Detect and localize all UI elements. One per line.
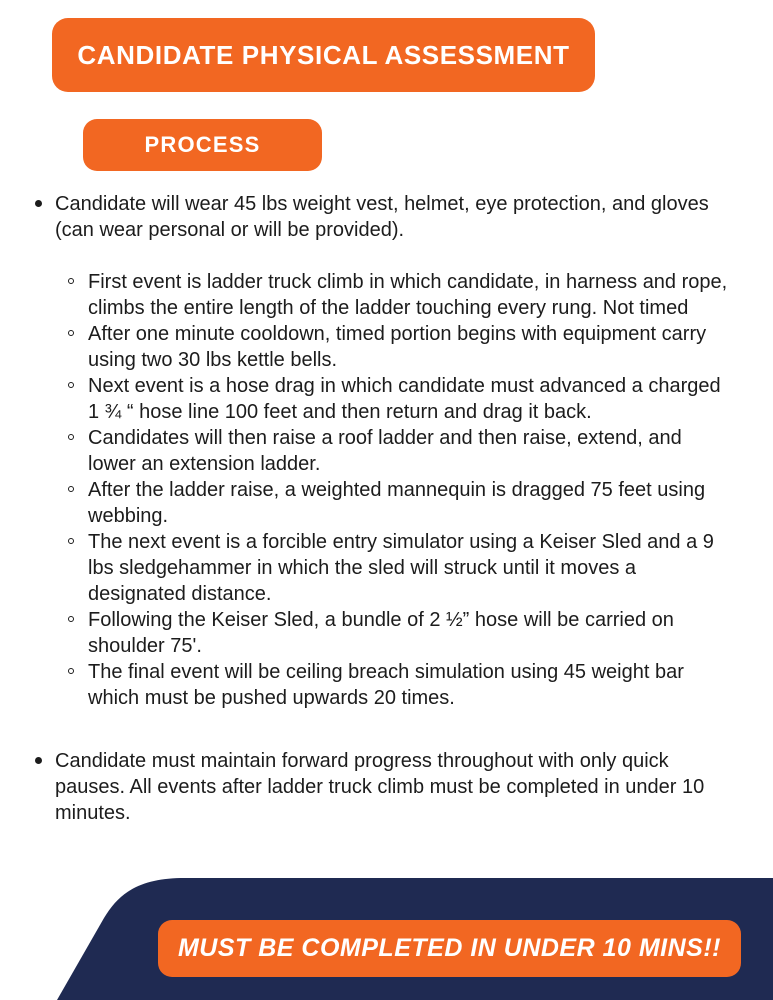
step-text: After the ladder raise, a weighted mannequin is dragged 75 feet using webbing. [88, 479, 706, 527]
circle-bullet-icon [68, 616, 74, 622]
circle-bullet-icon [68, 668, 74, 674]
step-text: Next event is a hose drag in which candidate must advanced a charged 1 ¾ “ hose line 100 feet and then return and drag it back. [88, 375, 721, 423]
step-text: After one minute cooldown, timed portion begins with equipment carry using two 30 lbs kettle bells. [88, 323, 707, 371]
process-badge [83, 119, 322, 171]
circle-bullet-icon [68, 278, 74, 284]
sub-bullet-list [68, 269, 733, 711]
list-item [68, 373, 733, 425]
footer-banner [158, 920, 741, 977]
intro-text: Candidate will wear 45 lbs weight vest, helmet, eye protection, and gloves (can wear personal or will be provided). [55, 193, 709, 241]
step-text: Following the Keiser Sled, a bundle of 2 ½” hose will be carried on shoulder 75'. [88, 609, 674, 657]
list-item [68, 321, 733, 373]
main-bullet-list [33, 191, 733, 826]
list-item [68, 425, 733, 477]
list-item [68, 529, 733, 607]
step-text: First event is ladder truck climb in which candidate, in harness and rope, climbs the entire length of the ladder touching every rung. Not timed [88, 271, 728, 319]
closing-text: Candidate must maintain forward progress throughout with only quick pauses. All events after ladder truck climb must be completed in under 10 minutes. [55, 750, 705, 824]
circle-bullet-icon [68, 434, 74, 440]
footer-banner-label: MUST BE COMPLETED IN UNDER 10 MINS!! [177, 934, 722, 962]
list-item [68, 607, 733, 659]
assessment-content [33, 191, 733, 826]
circle-bullet-icon [68, 486, 74, 492]
step-text: Candidates will then raise a roof ladder and then raise, extend, and lower an extension ladder. [88, 427, 682, 475]
step-text: The final event will be ceiling breach simulation using 45 weight bar which must be pushed upwards 20 times. [88, 661, 684, 709]
step-text: The next event is a forcible entry simulator using a Keiser Sled and a 9 lbs sledgehammer in which the sled will struck until it moves a designated distance. [88, 531, 714, 605]
title-banner [52, 18, 595, 92]
closing-list-item [33, 748, 733, 826]
page-title: CANDIDATE PHYSICAL ASSESSMENT [77, 39, 570, 70]
bullet-icon [35, 757, 42, 764]
circle-bullet-icon [68, 382, 74, 388]
list-item [68, 269, 733, 321]
list-item [68, 477, 733, 529]
intro-list-item [33, 191, 733, 243]
process-label: PROCESS [144, 132, 261, 157]
steps-container [33, 269, 733, 711]
footer-shape [0, 878, 773, 1000]
list-item [68, 659, 733, 711]
circle-bullet-icon [68, 538, 74, 544]
bullet-icon [35, 200, 42, 207]
circle-bullet-icon [68, 330, 74, 336]
